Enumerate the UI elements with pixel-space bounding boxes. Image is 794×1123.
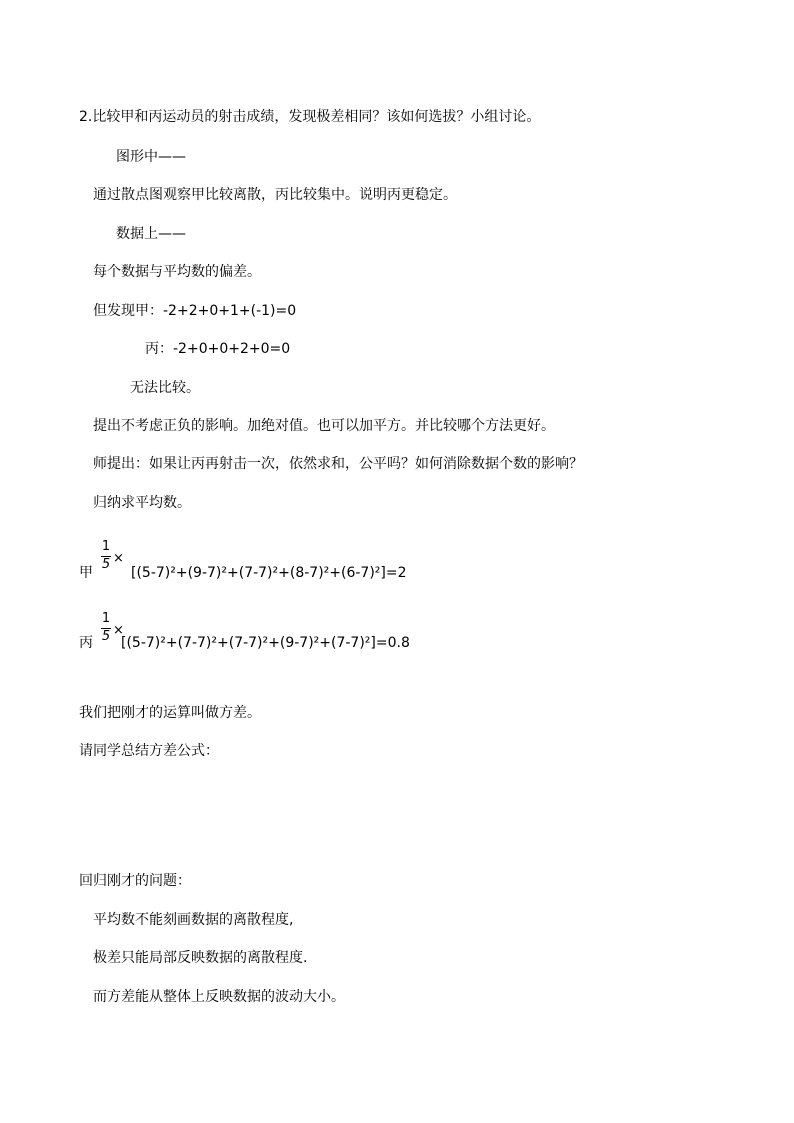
formula-jia-body: [(5-7)²+(9-7)²+(7-7)²+(8-7)²+(6-7)²]=2	[131, 565, 407, 581]
paragraph-deviation: 每个数据与平均数的偏差。	[93, 264, 261, 280]
paragraph-variance-definition: 我们把刚才的运算叫做方差。	[79, 705, 261, 721]
paragraph-question: 2.比较甲和丙运动员的射击成绩，发现极差相同？该如何选拔？小组讨论。	[79, 109, 541, 125]
formula-bing-times: ×	[113, 623, 124, 638]
paragraph-teacher-question: 师提出：如果让丙再射击一次，依然求和，公平吗？如何消除数据个数的影响？	[93, 456, 583, 472]
paragraph-graph-heading: 图形中——	[116, 149, 186, 165]
paragraph-return-question: 回归刚才的问题：	[79, 873, 191, 889]
paragraph-cannot-compare: 无法比较。	[130, 380, 200, 396]
formula-jia-times: ×	[113, 551, 124, 566]
formula-jia-label: 甲	[79, 565, 93, 581]
paragraph-variance-conclusion: 而方差能从整体上反映数据的波动大小。	[93, 989, 345, 1005]
paragraph-absolute-square: 提出不考虑正负的影响。加绝对值。也可以加平方。并比较哪个方法更好。	[93, 418, 555, 434]
paragraph-average: 归纳求平均数。	[93, 495, 191, 511]
paragraph-scatter-observation: 通过散点图观察甲比较离散，丙比较集中。说明丙更稳定。	[93, 187, 457, 203]
formula-jia-numerator: 1	[101, 539, 111, 554]
formula-bing-label: 丙	[79, 635, 93, 651]
formula-bing-numerator: 1	[101, 611, 111, 626]
formula-jia-denominator: 5	[101, 557, 111, 572]
paragraph-range-limitation: 极差只能局部反映数据的离散程度.	[93, 950, 308, 966]
formula-bing-body: [(5-7)²+(7-7)²+(7-7)²+(9-7)²+(7-7)²]=0.8	[121, 635, 410, 651]
formula-bing-denominator: 5	[101, 629, 111, 644]
paragraph-summarize-formula: 请同学总结方差公式：	[79, 743, 219, 759]
paragraph-bing-sum: 丙：-2+0+0+2+0=0	[145, 341, 291, 357]
paragraph-data-heading: 数据上——	[116, 226, 186, 242]
paragraph-jia-sum: 但发现甲：-2+2+0+1+(-1)=0	[93, 303, 297, 319]
paragraph-mean-limitation: 平均数不能刻画数据的离散程度,	[93, 912, 294, 928]
